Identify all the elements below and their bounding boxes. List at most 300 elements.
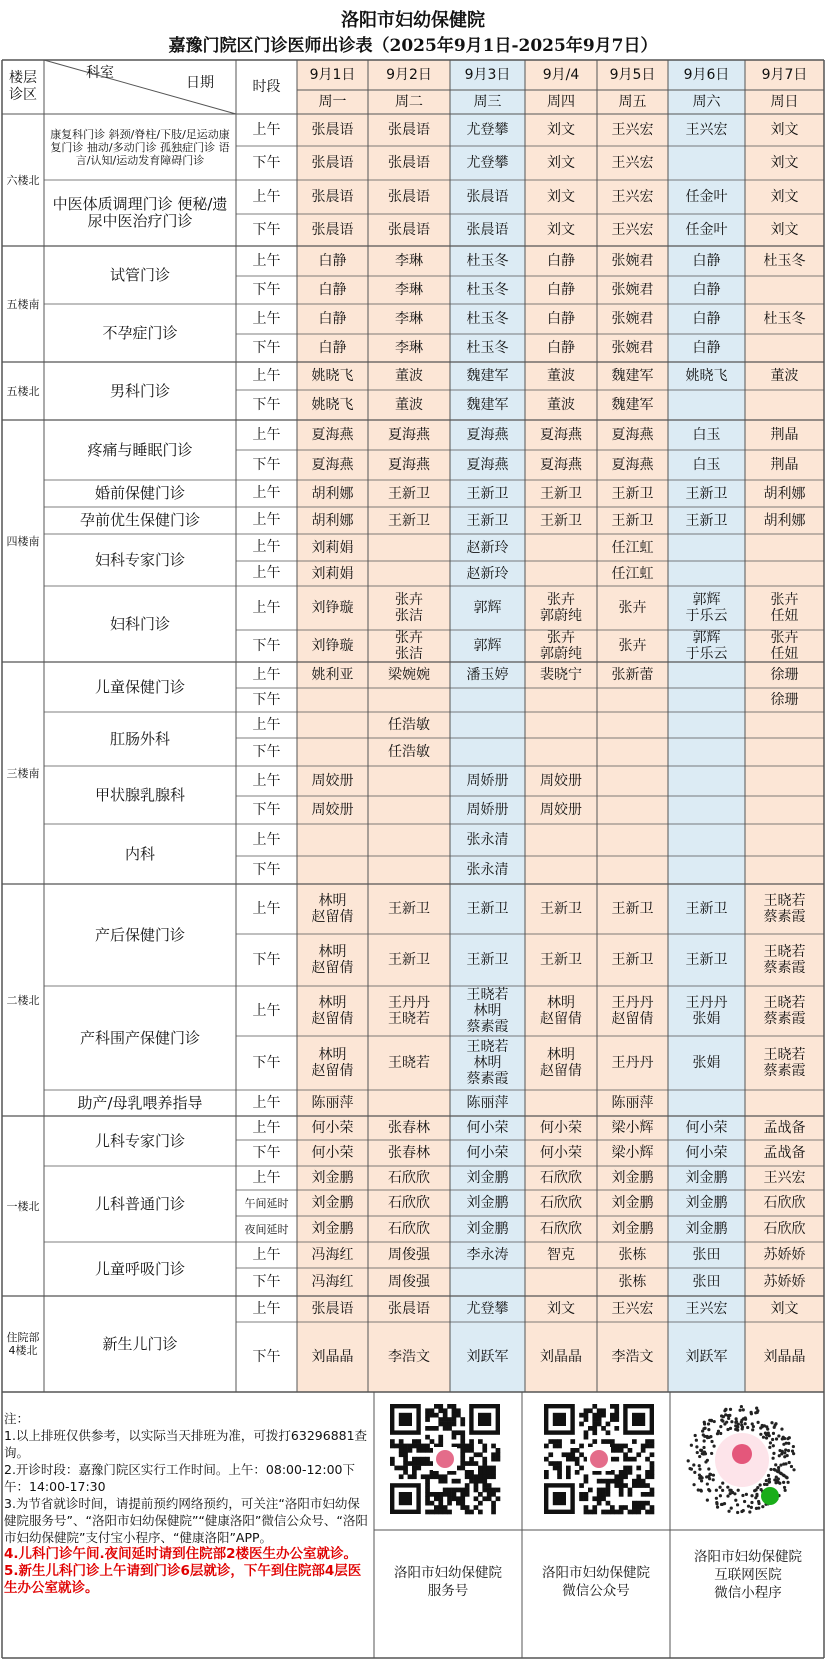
doctor-cell: 张栋 — [618, 1274, 647, 1290]
doctor-cell: 张婉君 — [611, 311, 654, 327]
doctor-cell: 王新卫 — [540, 901, 582, 917]
doctor-cell: 王新卫 — [685, 901, 728, 917]
doctor-cell: 王新卫 — [466, 485, 509, 502]
doctor-cell: 刘金鹏 — [311, 1170, 354, 1186]
doctor-cell: 夏海燕 — [540, 457, 582, 473]
doctor-cell: 王新卫 — [466, 512, 509, 529]
doctor-cell: 刘晶晶 — [311, 1349, 354, 1365]
doctor-cell: 张新蕾 — [611, 667, 654, 683]
page-title: 洛阳市妇幼保健院 — [341, 10, 485, 31]
doctor-cell: 白玉 — [692, 457, 721, 473]
note-line: 2.开诊时段：嘉豫门院区实行工作时间。上午：08:00-12:00下午：14:00-17:30 — [4, 1462, 355, 1494]
doctor-cell: 白静 — [318, 253, 347, 269]
period-cell: 上午 — [252, 1246, 281, 1263]
doctor-cell: 王新卫 — [466, 952, 509, 968]
note-line-red: 4.儿科门诊午间.夜间延时请到住院部2楼医生办公室就诊。 — [4, 1546, 358, 1562]
doctor-cell: 白静 — [692, 311, 721, 327]
doctor-cell: 张婉君 — [611, 282, 654, 298]
doctor-cell: 张卉 — [618, 638, 647, 654]
period-cell: 下午 — [252, 339, 281, 356]
department-cell: 孕前优生保健门诊 — [79, 511, 200, 529]
period-cell: 上午 — [252, 1119, 281, 1136]
doctor-cell: 张晨语 — [311, 189, 354, 205]
department-cell: 婚前保健门诊 — [94, 484, 185, 502]
doctor-cell: 刘金鹏 — [466, 1221, 509, 1237]
doctor-cell: 杜玉冬 — [466, 340, 509, 356]
doctor-cell: 刘跃军 — [466, 1349, 509, 1365]
doctor-cell: 刘文 — [770, 1301, 799, 1317]
doctor-cell: 刘晶晶 — [540, 1349, 582, 1365]
qr-caption-miniprogram: 洛阳市妇幼保健院 互联网医院 微信小程序 — [694, 1549, 802, 1601]
doctor-cell: 苏娇娇 — [763, 1274, 806, 1290]
note-line: 1.以上排班仅供参考，以实际当天排班为准，可拨打63296881查询。 — [4, 1428, 368, 1460]
doctor-cell: 张田 — [692, 1274, 721, 1290]
doctor-cell: 郭辉 — [473, 638, 502, 654]
doctor-cell: 王新卫 — [611, 952, 654, 968]
doctor-cell: 郭辉 — [473, 600, 502, 616]
header-date: 9月7日 — [761, 66, 808, 83]
doctor-cell: 王兴宏 — [611, 122, 654, 138]
doctor-cell: 刘金鹏 — [466, 1195, 509, 1211]
header-weekday: 周四 — [547, 93, 575, 110]
doctor-cell: 刘文 — [770, 155, 799, 171]
note-line-red: 5.新生儿科门诊上午请到门诊6层就诊，下午到住院部4层医生办公室就诊。 — [4, 1563, 362, 1596]
period-cell: 下午 — [252, 1273, 281, 1290]
doctor-cell: 白静 — [547, 311, 575, 327]
floor-cell: 二楼北 — [6, 993, 40, 1007]
doctor-cell: 林明 赵留倩 — [311, 1047, 354, 1079]
doctor-cell: 李琳 — [395, 282, 423, 298]
doctor-cell: 李浩文 — [388, 1349, 430, 1365]
doctor-cell: 夏海燕 — [611, 427, 654, 443]
header-weekday: 周一 — [318, 93, 347, 110]
doctor-cell: 何小荣 — [685, 1120, 728, 1136]
doctor-cell: 张晨语 — [311, 155, 354, 171]
doctor-cell: 林明 赵留倩 — [540, 1047, 582, 1079]
doctor-cell: 刘金鹏 — [685, 1195, 728, 1211]
department-cell: 男科门诊 — [109, 381, 170, 400]
doctor-cell: 王丹丹 张娟 — [685, 995, 728, 1027]
doctor-cell: 尤登攀 — [466, 122, 509, 138]
doctor-cell: 刘铮璇 — [311, 600, 354, 616]
period-cell: 下午 — [252, 221, 281, 238]
doctor-cell: 石欣欣 — [388, 1195, 430, 1211]
floor-cell: 住院部4楼北 — [6, 1331, 40, 1357]
doctor-cell: 王新卫 — [611, 901, 654, 917]
doctor-cell: 林明 赵留倩 — [311, 944, 354, 976]
doctor-cell: 张卉 郭蔚纯 — [540, 630, 582, 662]
doctor-cell: 夏海燕 — [311, 427, 354, 443]
header-date-label: 日期 — [186, 74, 214, 91]
period-cell: 夜间延时 — [244, 1222, 289, 1236]
doctor-cell: 王兴宏 — [685, 1301, 728, 1317]
doctor-cell: 白静 — [547, 340, 575, 356]
doctor-cell: 白静 — [547, 253, 575, 269]
header-date: 9月2日 — [386, 66, 432, 83]
doctor-cell: 魏建军 — [466, 368, 509, 384]
period-cell: 上午 — [252, 539, 281, 555]
header-date: 9月3日 — [464, 66, 511, 83]
doctor-cell: 刘文 — [770, 122, 799, 138]
doctor-cell: 荆晶 — [770, 427, 799, 443]
floor-cell: 六楼北 — [6, 173, 40, 187]
period-cell: 上午 — [252, 831, 281, 848]
doctor-cell: 梁小辉 — [611, 1120, 654, 1136]
doctor-cell: 刘莉娟 — [311, 539, 354, 556]
doctor-cell: 胡利娜 — [311, 485, 354, 502]
period-cell: 下午 — [252, 1348, 281, 1365]
doctor-cell: 何小荣 — [466, 1120, 509, 1136]
doctor-cell: 胡利娜 — [311, 512, 354, 529]
doctor-cell: 周姣册 — [540, 773, 582, 789]
doctor-cell: 任浩敏 — [388, 744, 430, 760]
doctor-cell: 李永涛 — [466, 1247, 509, 1263]
header-weekday: 周五 — [618, 93, 647, 110]
department-cell: 内科 — [124, 844, 155, 863]
header-floor-label: 楼层诊区 — [9, 70, 37, 103]
doctor-cell: 白静 — [318, 282, 347, 298]
doctor-cell: 何小荣 — [311, 1145, 354, 1161]
header-date: 9月6日 — [683, 66, 730, 83]
doctor-cell: 尤登攀 — [466, 155, 509, 171]
doctor-cell: 杜玉冬 — [466, 253, 509, 269]
doctor-cell: 王新卫 — [388, 485, 430, 502]
doctor-cell: 杜玉冬 — [466, 282, 509, 298]
doctor-cell: 徐珊 — [770, 667, 799, 683]
doctor-cell: 何小荣 — [685, 1145, 728, 1161]
doctor-cell: 陈丽萍 — [311, 1095, 354, 1111]
doctor-cell: 梁小辉 — [611, 1145, 654, 1161]
doctor-cell: 王新卫 — [388, 512, 430, 529]
period-cell: 上午 — [252, 772, 281, 789]
period-cell: 午间延时 — [244, 1196, 289, 1210]
doctor-cell: 何小荣 — [540, 1145, 582, 1161]
doctor-cell: 刘文 — [547, 155, 575, 171]
doctor-cell: 刘金鹏 — [611, 1221, 654, 1237]
doctor-cell: 夏海燕 — [540, 427, 582, 443]
department-cell: 中医体质调理门诊 便秘/遗尿中医治疗门诊 — [52, 195, 228, 230]
doctor-cell: 杜玉冬 — [466, 311, 509, 327]
doctor-cell: 杜玉冬 — [763, 311, 806, 327]
doctor-cell: 尤登攀 — [466, 1301, 509, 1317]
doctor-cell: 张晨语 — [466, 189, 509, 205]
doctor-cell: 魏建军 — [611, 368, 654, 384]
doctor-cell: 林明 赵留倩 — [540, 995, 582, 1027]
doctor-cell: 张卉 — [618, 600, 647, 616]
doctor-cell: 何小荣 — [540, 1120, 582, 1136]
doctor-cell: 王新卫 — [540, 952, 582, 968]
doctor-cell: 张春林 — [388, 1120, 430, 1136]
header-date: 9月1日 — [309, 66, 356, 83]
doctor-cell: 石欣欣 — [763, 1221, 806, 1237]
doctor-cell: 任金叶 — [685, 222, 728, 238]
period-cell: 上午 — [252, 512, 281, 528]
floor-cell: 一楼北 — [6, 1199, 40, 1213]
period-cell: 下午 — [252, 396, 281, 413]
doctor-cell: 胡利娜 — [763, 485, 806, 502]
doctor-cell: 刘金鹏 — [611, 1195, 654, 1211]
department-cell: 康复科门诊 斜颈/脊柱/下肢/足运动康复门诊 抽动/多动门诊 孤独症门诊 语言/认知/运动发育障碍门诊 — [50, 127, 230, 167]
doctor-cell: 周姣册 — [311, 802, 354, 818]
department-cell: 不孕症门诊 — [102, 323, 178, 342]
header-date: 9月/4 — [542, 66, 580, 83]
doctor-cell: 王丹丹 王晓若 — [388, 995, 430, 1027]
department-cell: 妇科门诊 — [109, 614, 170, 633]
doctor-cell: 姚晓飞 — [311, 368, 354, 384]
period-cell: 下午 — [252, 691, 281, 708]
floor-cell: 四楼南 — [6, 534, 40, 548]
mini-program-code-icon — [687, 1405, 796, 1514]
doctor-cell: 陈丽萍 — [611, 1095, 654, 1111]
doctor-cell: 王新卫 — [540, 512, 582, 529]
doctor-cell: 郭辉 于乐云 — [685, 592, 728, 624]
doctor-cell: 王兴宏 — [611, 155, 654, 171]
qr-caption-wechat: 洛阳市妇幼保健院 微信公众号 — [542, 1565, 650, 1599]
doctor-cell: 刘金鹏 — [685, 1221, 728, 1237]
doctor-cell: 王新卫 — [540, 485, 582, 502]
doctor-cell: 王晓若 蔡素霞 — [763, 944, 806, 976]
doctor-cell: 周娇册 — [466, 773, 509, 789]
doctor-cell: 李琳 — [395, 340, 423, 356]
header-dept-label: 科室 — [86, 64, 114, 81]
doctor-cell: 王兴宏 — [611, 222, 654, 238]
doctor-cell: 张田 — [692, 1247, 721, 1263]
page-subtitle: 嘉豫门院区门诊医师出诊表（2025年9月1日-2025年9月7日） — [168, 36, 658, 56]
doctor-cell: 智克 — [547, 1247, 575, 1263]
period-cell: 上午 — [252, 121, 281, 138]
doctor-cell: 任金叶 — [685, 189, 728, 205]
period-cell: 上午 — [252, 1094, 281, 1111]
doctor-cell: 张婉君 — [611, 340, 654, 356]
doctor-cell: 王新卫 — [685, 952, 728, 968]
doctor-cell: 张卉 张洁 — [395, 630, 423, 662]
department-cell: 儿科专家门诊 — [94, 1131, 185, 1150]
doctor-cell: 白玉 — [692, 427, 721, 443]
doctor-cell: 荆晶 — [770, 457, 799, 473]
header-date: 9月5日 — [609, 66, 656, 83]
doctor-cell: 石欣欣 — [388, 1221, 430, 1237]
department-cell: 儿童保健门诊 — [94, 677, 185, 696]
doctor-cell: 张永清 — [466, 832, 509, 848]
department-cell: 肛肠外科 — [109, 729, 170, 748]
doctor-cell: 刘莉娟 — [311, 565, 354, 582]
period-cell: 上午 — [252, 1300, 281, 1317]
header-weekday: 周日 — [770, 93, 799, 110]
doctor-cell: 张永清 — [466, 862, 509, 878]
header-weekday: 周二 — [395, 93, 423, 110]
doctor-cell: 王新卫 — [685, 485, 728, 502]
doctor-cell: 张晨语 — [311, 122, 354, 138]
doctor-cell: 王新卫 — [685, 512, 728, 529]
doctor-cell: 王晓若 蔡素霞 — [763, 893, 806, 925]
doctor-cell: 何小荣 — [466, 1145, 509, 1161]
period-cell: 下午 — [252, 743, 281, 760]
doctor-cell: 白静 — [318, 340, 347, 356]
doctor-cell: 张卉 任妞 — [770, 630, 799, 662]
doctor-cell: 魏建军 — [611, 397, 654, 413]
period-cell: 上午 — [252, 565, 281, 581]
doctor-cell: 任江虹 — [611, 539, 654, 556]
doctor-cell: 王晓若 — [388, 1055, 430, 1071]
department-cell: 妇科专家门诊 — [94, 550, 185, 569]
doctor-cell: 徐珊 — [770, 692, 799, 708]
period-cell: 下午 — [252, 637, 281, 654]
doctor-cell: 裴晓宁 — [540, 667, 582, 683]
doctor-cell: 周俊强 — [388, 1274, 430, 1290]
doctor-cell: 张卉 郭蔚纯 — [540, 592, 582, 624]
doctor-cell: 张晨语 — [388, 122, 430, 138]
period-cell: 下午 — [252, 456, 281, 473]
doctor-cell: 刘铮璇 — [311, 638, 354, 654]
doctor-cell: 夏海燕 — [311, 457, 354, 473]
period-cell: 上午 — [252, 666, 281, 683]
department-cell: 产科围产保健门诊 — [79, 1028, 200, 1047]
doctor-cell: 王晓若 林明 蔡素霞 — [466, 1039, 509, 1087]
period-cell: 上午 — [252, 310, 281, 327]
period-cell: 上午 — [252, 426, 281, 443]
department-cell: 新生儿门诊 — [102, 1334, 178, 1353]
doctor-cell: 魏建军 — [466, 397, 509, 413]
doctor-cell: 王丹丹 — [611, 1055, 654, 1071]
doctor-cell: 石欣欣 — [540, 1195, 582, 1211]
doctor-cell: 任江虹 — [611, 565, 654, 582]
doctor-cell: 王晓若 林明 蔡素霞 — [466, 987, 509, 1035]
doctor-cell: 王丹丹 赵留倩 — [611, 995, 654, 1027]
doctor-cell: 赵新玲 — [466, 565, 509, 582]
doctor-cell: 刘文 — [547, 1301, 575, 1317]
period-cell: 下午 — [252, 951, 281, 968]
qr-service-icon — [390, 1404, 500, 1514]
doctor-cell: 张婉君 — [611, 253, 654, 269]
period-cell: 上午 — [252, 716, 281, 733]
doctor-cell: 张卉 张洁 — [395, 592, 423, 624]
doctor-cell: 林明 赵留倩 — [311, 893, 354, 925]
doctor-cell: 王兴宏 — [611, 1301, 654, 1317]
doctor-cell: 石欣欣 — [540, 1170, 582, 1186]
header-weekday: 周六 — [692, 93, 721, 110]
header-weekday: 周三 — [473, 93, 502, 110]
doctor-cell: 林明 赵留倩 — [311, 995, 354, 1027]
doctor-cell: 王兴宏 — [685, 122, 728, 138]
notes-title: 注： — [4, 1411, 30, 1426]
doctor-cell: 刘金鹏 — [311, 1221, 354, 1237]
period-cell: 上午 — [252, 900, 281, 917]
doctor-cell: 石欣欣 — [763, 1195, 806, 1211]
period-cell: 下午 — [252, 1054, 281, 1071]
doctor-cell: 白静 — [318, 311, 347, 327]
period-cell: 上午 — [252, 599, 281, 616]
doctor-cell: 刘文 — [547, 122, 575, 138]
doctor-cell: 杜玉冬 — [763, 253, 806, 269]
doctor-cell: 董波 — [547, 397, 575, 413]
doctor-cell: 李琳 — [395, 311, 423, 327]
period-cell: 下午 — [252, 1144, 281, 1161]
doctor-cell: 张卉 任妞 — [770, 592, 799, 624]
doctor-cell: 孟战备 — [763, 1145, 806, 1161]
period-cell: 下午 — [252, 861, 281, 878]
doctor-cell: 何小荣 — [311, 1120, 354, 1136]
header-period-label: 时段 — [252, 78, 281, 95]
department-cell: 儿童呼吸门诊 — [94, 1259, 185, 1278]
doctor-cell: 董波 — [395, 368, 423, 384]
doctor-cell: 周俊强 — [388, 1247, 430, 1263]
doctor-cell: 周姣册 — [540, 802, 582, 818]
department-cell: 试管门诊 — [109, 265, 170, 284]
doctor-cell: 任浩敏 — [388, 717, 430, 733]
doctor-cell: 姚利亚 — [311, 667, 354, 683]
doctor-cell: 刘金鹏 — [466, 1170, 509, 1186]
doctor-cell: 石欣欣 — [540, 1221, 582, 1237]
doctor-cell: 王兴宏 — [611, 189, 654, 205]
period-cell: 下午 — [252, 154, 281, 171]
doctor-cell: 王兴宏 — [763, 1170, 806, 1186]
doctor-cell: 白静 — [692, 253, 721, 269]
doctor-cell: 胡利娜 — [763, 512, 806, 529]
doctor-cell: 董波 — [770, 368, 799, 384]
doctor-cell: 王新卫 — [611, 485, 654, 502]
period-cell: 上午 — [252, 1002, 281, 1019]
doctor-cell: 孟战备 — [763, 1120, 806, 1136]
department-cell: 疼痛与睡眠门诊 — [87, 440, 193, 459]
doctor-cell: 夏海燕 — [466, 457, 509, 473]
doctor-cell: 刘金鹏 — [685, 1170, 728, 1186]
doctor-cell: 张晨语 — [311, 1301, 354, 1317]
doctor-cell: 王晓若 蔡素霞 — [763, 995, 806, 1027]
doctor-cell: 李浩文 — [611, 1349, 654, 1365]
doctor-cell: 董波 — [395, 397, 423, 413]
doctor-cell: 刘文 — [547, 222, 575, 238]
doctor-cell: 夏海燕 — [388, 427, 430, 443]
doctor-cell: 王新卫 — [466, 901, 509, 917]
department-cell: 儿科普通门诊 — [94, 1194, 185, 1213]
floor-cell: 五楼南 — [6, 297, 40, 311]
doctor-cell: 夏海燕 — [611, 457, 654, 473]
doctor-cell: 张晨语 — [388, 189, 430, 205]
period-cell: 上午 — [252, 252, 281, 269]
period-cell: 下午 — [252, 801, 281, 818]
period-cell: 上午 — [252, 188, 281, 205]
doctor-cell: 白静 — [692, 282, 721, 298]
doctor-cell: 张娟 — [692, 1055, 721, 1071]
note-line: 3.为节省就诊时间，请提前预约网络预约，可关注“洛阳市妇幼保健院服务号”、“洛阳市妇幼保健院”“健康洛阳”微信公众号、“洛阳市妇幼保健院”支付宝小程序、“健康洛阳”APP。 — [4, 1496, 368, 1545]
floor-cell: 三楼南 — [6, 766, 40, 780]
period-cell: 上午 — [252, 367, 281, 384]
doctor-cell: 王新卫 — [611, 512, 654, 529]
doctor-cell: 刘文 — [547, 189, 575, 205]
doctor-cell: 张晨语 — [388, 155, 430, 171]
doctor-cell: 郭辉 于乐云 — [685, 630, 728, 662]
doctor-cell: 赵新玲 — [466, 539, 509, 556]
doctor-cell: 夏海燕 — [466, 427, 509, 443]
department-cell: 产后保健门诊 — [94, 925, 185, 944]
period-cell: 下午 — [252, 281, 281, 298]
department-cell: 助产/母乳喂养指导 — [77, 1093, 203, 1112]
doctor-cell: 刘晶晶 — [763, 1349, 806, 1365]
doctor-cell: 张晨语 — [388, 1301, 430, 1317]
doctor-cell: 张晨语 — [311, 222, 354, 238]
doctor-cell: 刘文 — [770, 189, 799, 205]
department-cell: 甲状腺乳腺科 — [94, 785, 185, 804]
doctor-cell: 张栋 — [618, 1247, 647, 1263]
doctor-cell: 潘玉婷 — [466, 667, 509, 683]
doctor-cell: 姚晓飞 — [311, 397, 354, 413]
period-cell: 上午 — [252, 485, 281, 501]
doctor-cell: 周姣册 — [311, 773, 354, 789]
qr-wechat-icon — [544, 1404, 654, 1514]
doctor-cell: 周娇册 — [466, 802, 509, 818]
doctor-cell: 刘金鹏 — [311, 1195, 354, 1211]
doctor-cell: 李琳 — [395, 253, 423, 269]
